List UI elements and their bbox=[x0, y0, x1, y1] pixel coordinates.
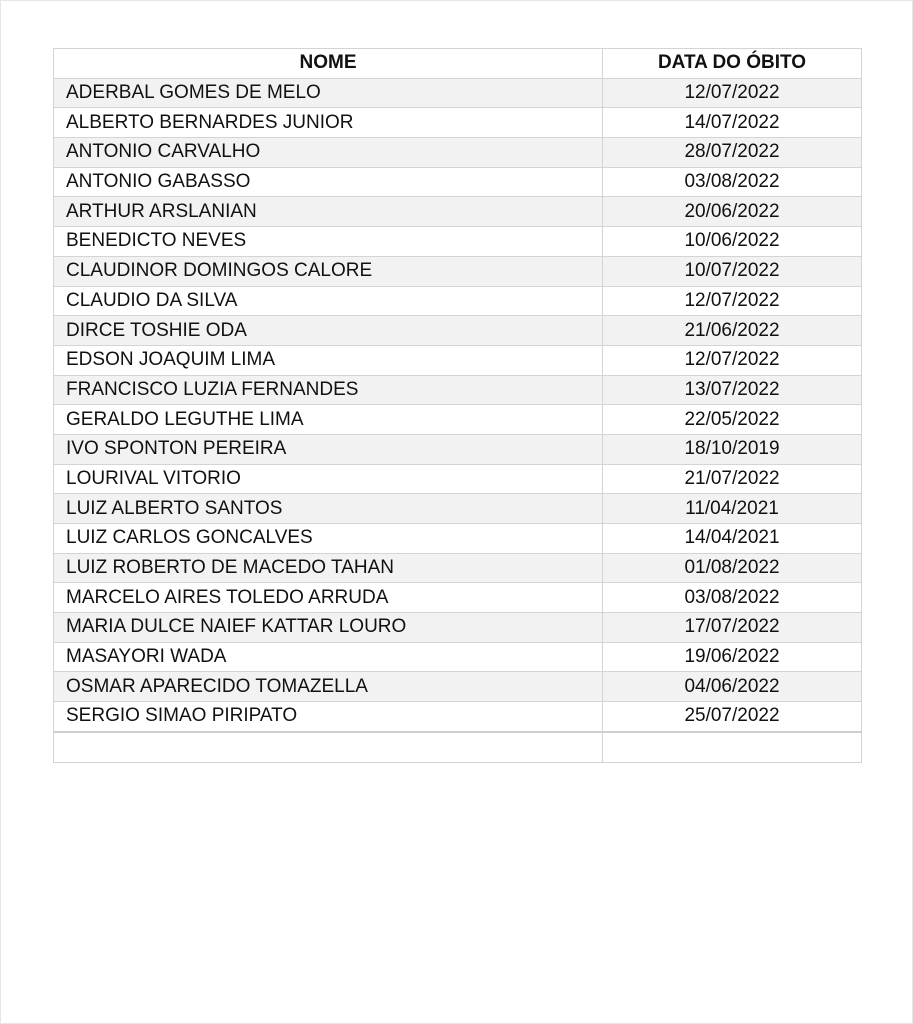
table-row bbox=[54, 108, 862, 138]
cell-name: LUIZ CARLOS GONCALVES bbox=[54, 524, 603, 554]
cell-date-empty bbox=[603, 732, 862, 762]
table-row bbox=[54, 613, 862, 643]
table-row bbox=[54, 524, 862, 554]
cell-name: IVO SPONTON PEREIRA bbox=[54, 434, 603, 464]
cell-name: ADERBAL GOMES DE MELO bbox=[54, 78, 603, 108]
cell-date: 04/06/2022 bbox=[603, 672, 862, 702]
cell-name: LUIZ ROBERTO DE MACEDO TAHAN bbox=[54, 553, 603, 583]
cell-date: 19/06/2022 bbox=[603, 642, 862, 672]
cell-date: 14/07/2022 bbox=[603, 108, 862, 138]
table-row bbox=[54, 167, 862, 197]
cell-date: 03/08/2022 bbox=[603, 167, 862, 197]
cell-date: 12/07/2022 bbox=[603, 345, 862, 375]
cell-date: 21/07/2022 bbox=[603, 464, 862, 494]
cell-name: ANTONIO GABASSO bbox=[54, 167, 603, 197]
cell-name: BENEDICTO NEVES bbox=[54, 227, 603, 257]
table-row bbox=[54, 197, 862, 227]
table-row bbox=[54, 434, 862, 464]
cell-name: FRANCISCO LUZIA FERNANDES bbox=[54, 375, 603, 405]
cell-name: CLAUDINOR DOMINGOS CALORE bbox=[54, 256, 603, 286]
cell-date: 11/04/2021 bbox=[603, 494, 862, 524]
cell-date: 22/05/2022 bbox=[603, 405, 862, 435]
table-row bbox=[54, 227, 862, 257]
table-row bbox=[54, 702, 862, 732]
cell-date: 20/06/2022 bbox=[603, 197, 862, 227]
table-row bbox=[54, 672, 862, 702]
cell-name-empty bbox=[54, 732, 603, 762]
cell-name: ALBERTO BERNARDES JUNIOR bbox=[54, 108, 603, 138]
cell-name: MARCELO AIRES TOLEDO ARRUDA bbox=[54, 583, 603, 613]
cell-name: EDSON JOAQUIM LIMA bbox=[54, 345, 603, 375]
table-row bbox=[54, 316, 862, 346]
cell-date: 01/08/2022 bbox=[603, 553, 862, 583]
cell-date: 18/10/2019 bbox=[603, 434, 862, 464]
cell-name: GERALDO LEGUTHE LIMA bbox=[54, 405, 603, 435]
table-row bbox=[54, 405, 862, 435]
cell-date: 10/07/2022 bbox=[603, 256, 862, 286]
cell-name: ANTONIO CARVALHO bbox=[54, 138, 603, 168]
cell-date: 21/06/2022 bbox=[603, 316, 862, 346]
table-row bbox=[54, 583, 862, 613]
cell-date: 28/07/2022 bbox=[603, 138, 862, 168]
empty-row bbox=[54, 732, 862, 762]
cell-name: ARTHUR ARSLANIAN bbox=[54, 197, 603, 227]
table-row bbox=[54, 494, 862, 524]
cell-name: OSMAR APARECIDO TOMAZELLA bbox=[54, 672, 603, 702]
header-row bbox=[54, 49, 862, 79]
table-row bbox=[54, 78, 862, 108]
table-row bbox=[54, 256, 862, 286]
cell-date: 13/07/2022 bbox=[603, 375, 862, 405]
table-row bbox=[54, 642, 862, 672]
table-row bbox=[54, 553, 862, 583]
cell-date: 14/04/2021 bbox=[603, 524, 862, 554]
cell-name: MASAYORI WADA bbox=[54, 642, 603, 672]
cell-name: SERGIO SIMAO PIRIPATO bbox=[54, 702, 603, 732]
cell-name: CLAUDIO DA SILVA bbox=[54, 286, 603, 316]
header-name: NOME bbox=[54, 49, 603, 79]
cell-date: 12/07/2022 bbox=[603, 78, 862, 108]
cell-name: LUIZ ALBERTO SANTOS bbox=[54, 494, 603, 524]
cell-name: MARIA DULCE NAIEF KATTAR LOURO bbox=[54, 613, 603, 643]
cell-date: 25/07/2022 bbox=[603, 702, 862, 732]
table-row bbox=[54, 375, 862, 405]
table-row bbox=[54, 138, 862, 168]
cell-date: 10/06/2022 bbox=[603, 227, 862, 257]
table-row bbox=[54, 286, 862, 316]
header-date: DATA DO ÓBITO bbox=[603, 49, 862, 79]
cell-name: DIRCE TOSHIE ODA bbox=[54, 316, 603, 346]
table-row bbox=[54, 345, 862, 375]
table-row bbox=[54, 464, 862, 494]
cell-name: LOURIVAL VITORIO bbox=[54, 464, 603, 494]
cell-date: 03/08/2022 bbox=[603, 583, 862, 613]
table-body bbox=[54, 78, 862, 762]
table-header bbox=[54, 49, 862, 79]
cell-date: 17/07/2022 bbox=[603, 613, 862, 643]
obituary-table bbox=[53, 48, 862, 763]
cell-date: 12/07/2022 bbox=[603, 286, 862, 316]
